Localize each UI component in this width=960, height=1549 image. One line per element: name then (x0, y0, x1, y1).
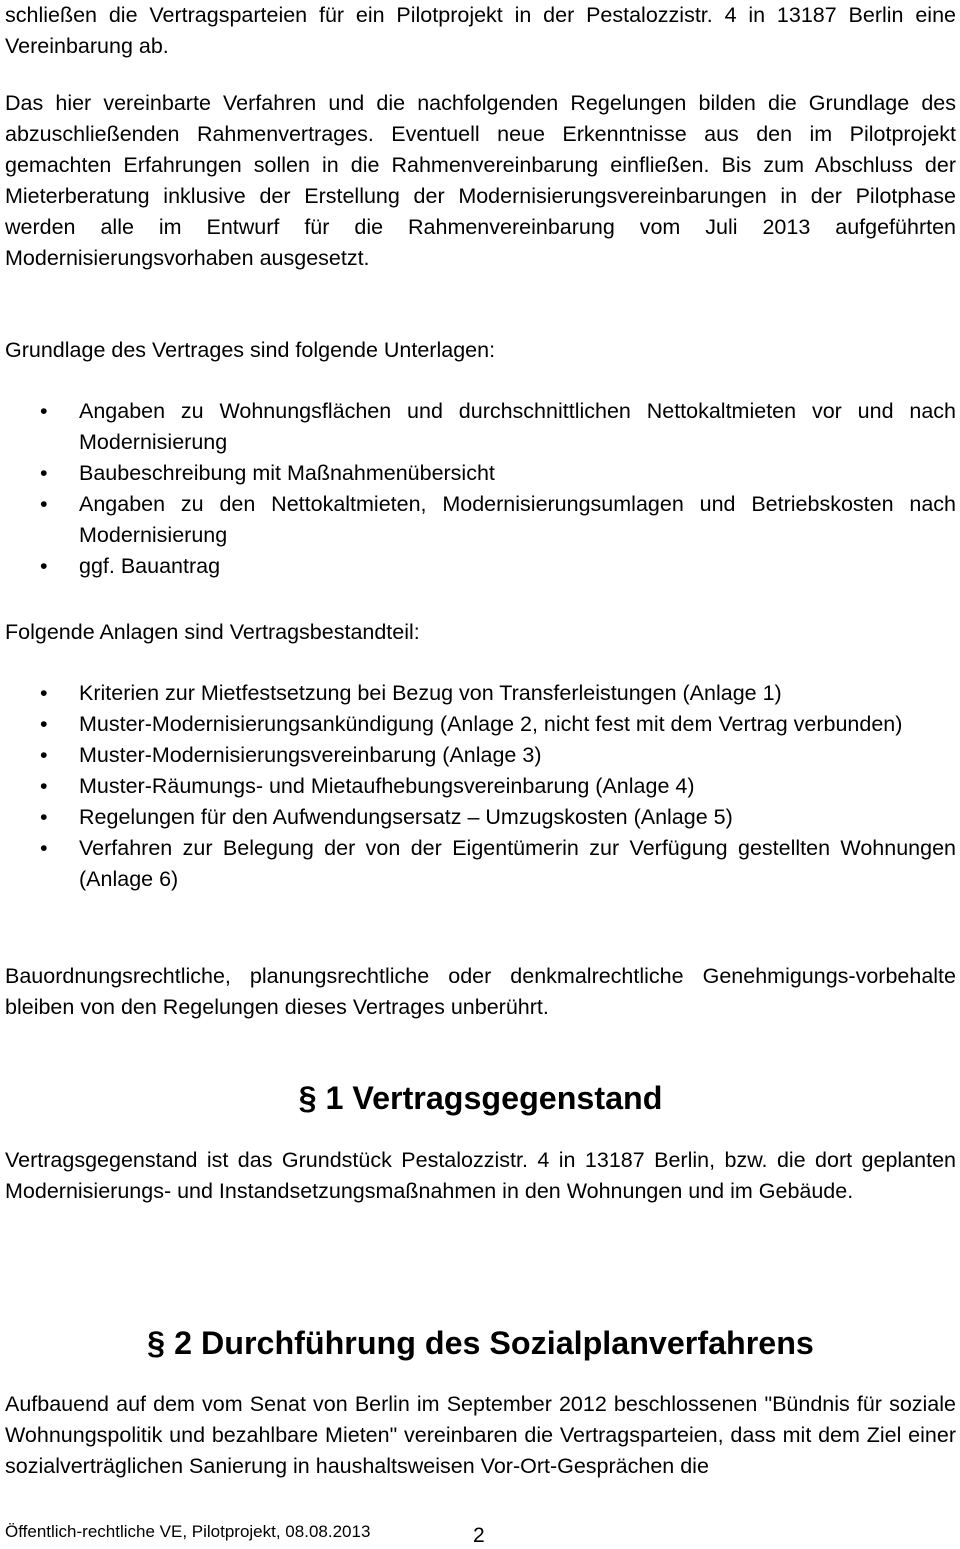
section-heading-2: § 2 Durchführung des Sozialplanverfahrens (147, 1325, 814, 1361)
list-item: • Regelungen für den Aufwendungsersatz – Umzugskosten (Anlage 5) (5, 802, 956, 833)
paragraph-intro: schließen die Vertragsparteien für ein Pilotprojekt in der Pestalozzistr. 4 in 13187 Berlin eine Vereinbarung ab. (5, 3, 956, 58)
list-item: • Muster-Räumungs- und Mietaufhebungsvereinbarung (Anlage 4) (5, 771, 956, 802)
paragraph-reservations: Bauordnungsrechtliche, planungsrechtliche oder denkmalrechtliche Genehmigungs-vorbehalte bleiben von den Regelungen dieses Vertrages unberührt. (5, 964, 956, 1019)
page-number: 2 (473, 1524, 485, 1547)
bullet-icon: • (40, 712, 48, 736)
bullet-icon: • (40, 681, 48, 705)
page-footer: Öffentlich-rechtliche VE, Pilotprojekt, 08.08.2013 (5, 1522, 371, 1541)
list-item: • Angaben zu Wohnungsflächen und durchschnittlichen Nettokaltmieten vor und nach Modernisierung (5, 396, 956, 458)
bullet-icon: • (40, 836, 48, 860)
section-heading-1: § 1 Vertragsgegenstand (298, 1080, 663, 1116)
list-item: • Baubeschreibung mit Maßnahmenübersicht (5, 458, 956, 489)
paragraph-social-plan: Aufbauend auf dem vom Senat von Berlin im September 2012 beschlossenen "Bündnis für soziale Wohnungspolitik und bezahlbare Mieten" vereinbaren die Vertragsparteien, dass mit dem Ziel einer sozialverträglichen Sanierung in haushaltsweisen Vor-Ort-Gesprächen die (5, 1392, 956, 1478)
bullet-icon: • (40, 554, 48, 578)
list-item: • Kriterien zur Mietfestsetzung bei Bezug von Transferleistungen (Anlage 1) (5, 678, 956, 709)
bullet-icon: • (40, 461, 48, 485)
paragraph-documents-intro: Grundlage des Vertrages sind folgende Unterlagen: (5, 338, 496, 362)
bullet-icon: • (40, 399, 48, 423)
documents-list (5, 396, 956, 582)
list-item: • ggf. Bauantrag (5, 551, 956, 582)
attachments-list (5, 678, 956, 895)
bullet-icon: • (40, 805, 48, 829)
bullet-icon: • (40, 743, 48, 767)
list-item: • Muster-Modernisierungsvereinbarung (Anlage 3) (5, 740, 956, 771)
paragraph-attachments-intro: Folgende Anlagen sind Vertragsbestandteil: (5, 620, 420, 644)
paragraph-subject: Vertragsgegenstand ist das Grundstück Pestalozzistr. 4 in 13187 Berlin, bzw. die dort geplanten Modernisierungs- und Instandsetzungsmaßnahmen in den Wohnungen und im Gebäude. (5, 1148, 956, 1203)
bullet-icon: • (40, 492, 48, 516)
bullet-icon: • (40, 774, 48, 798)
paragraph-procedure: Das hier vereinbarte Verfahren und die nachfolgenden Regelungen bilden die Grundlage des abzuschließenden Rahmenvertrages. Eventuell neue Erkenntnisse aus den im Pilotprojekt gemachten Erfahrungen sollen in die Rahmenvereinbarung einfließen. Bis zum Abschluss der Mieterberatung inklusive der Erstellung der Modernisierungsvereinbarungen in der Pilotphase werden alle im Entwurf für die Rahmenvereinbarung vom Juli 2013 aufgeführten Modernisierungsvorhaben ausgesetzt. (5, 91, 956, 270)
list-item: • Angaben zu den Nettokaltmieten, Modernisierungsumlagen und Betriebskosten nach Modernisierung (5, 489, 956, 551)
list-item: • Muster-Modernisierungsankündigung (Anlage 2, nicht fest mit dem Vertrag verbunden) (5, 709, 956, 740)
list-item: • Verfahren zur Belegung der von der Eigentümerin zur Verfügung gestellten Wohnungen (Anlage 6) (5, 833, 956, 895)
